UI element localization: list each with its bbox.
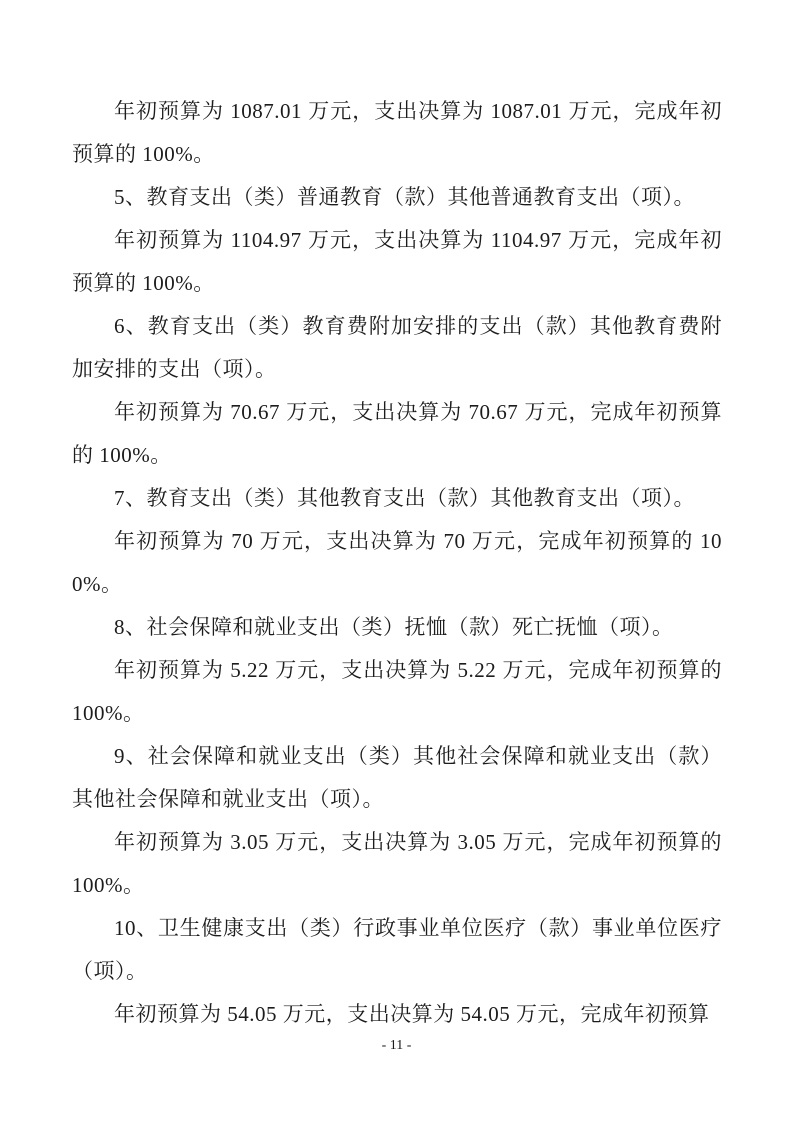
page-number: - 11 - bbox=[381, 1038, 412, 1053]
document-body bbox=[72, 90, 722, 1036]
paragraph: 年初预算为 1087.01 万元，支出决算为 1087.01 万元，完成年初预算的 100%。 bbox=[72, 99, 722, 166]
paragraph: 年初预算为 5.22 万元，支出决算为 5.22 万元，完成年初预算的 100%。 bbox=[72, 658, 722, 725]
paragraph: 5、教育支出（类）普通教育（款）其他普通教育支出（项）。 bbox=[114, 185, 695, 209]
paragraph: 6、教育支出（类）教育费附加安排的支出（款）其他教育费附加安排的支出（项）。 bbox=[72, 314, 722, 381]
paragraph: 10、卫生健康支出（类）行政事业单位医疗（款）事业单位医疗（项）。 bbox=[72, 916, 722, 983]
paragraph: 年初预算为 3.05 万元，支出决算为 3.05 万元，完成年初预算的 100%。 bbox=[72, 830, 722, 897]
paragraph: 年初预算为 54.05 万元，支出决算为 54.05 万元，完成年初预算 bbox=[114, 1002, 710, 1026]
paragraph: 年初预算为 70.67 万元，支出决算为 70.67 万元，完成年初预算的 100%。 bbox=[72, 400, 722, 467]
paragraph: 9、社会保障和就业支出（类）其他社会保障和就业支出（款）其他社会保障和就业支出（项）。 bbox=[72, 744, 722, 811]
paragraph: 7、教育支出（类）其他教育支出（款）其他教育支出（项）。 bbox=[114, 486, 695, 510]
paragraph: 年初预算为 1104.97 万元，支出决算为 1104.97 万元，完成年初预算的 100%。 bbox=[72, 228, 722, 295]
paragraph: 8、社会保障和就业支出（类）抚恤（款）死亡抚恤（项）。 bbox=[114, 615, 674, 639]
paragraph: 年初预算为 70 万元，支出决算为 70 万元，完成年初预算的 100%。 bbox=[72, 529, 722, 596]
